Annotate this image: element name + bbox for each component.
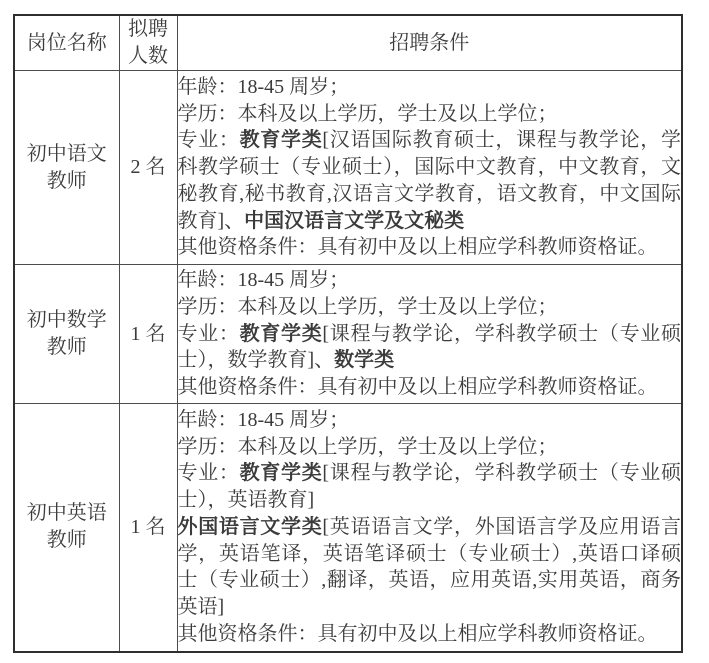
- condition-line: [178, 374, 682, 401]
- condition-text: 学历：本科及以上学历，学士及以上学位；: [177, 295, 558, 318]
- condition-text: 专业：: [177, 322, 240, 345]
- position-line: 初中语文: [26, 142, 107, 165]
- table-row: [14, 71, 682, 265]
- condition-text: 专业：: [177, 462, 240, 485]
- conditions-cell: [177, 71, 682, 265]
- condition-text: 年龄：18-45 周岁；: [177, 76, 350, 99]
- table-body: [14, 71, 682, 652]
- position-line: 教师: [46, 336, 87, 358]
- condition-text: 学历：本科及以上学历，学士及以上学位；: [177, 435, 558, 458]
- conditions-cell: [177, 265, 682, 404]
- condition-text: 专业：: [177, 129, 240, 152]
- position-line: 教师: [46, 169, 87, 192]
- table-row: [14, 265, 682, 404]
- header-position: 岗位名称: [14, 15, 119, 71]
- condition-text: 年龄：18-45 周岁；: [177, 269, 350, 292]
- condition-line: [178, 434, 682, 461]
- position-cell: [14, 71, 119, 265]
- header-count-line1: 拟聘: [128, 18, 168, 40]
- condition-line: [178, 234, 682, 261]
- count-cell: 1 名: [119, 404, 177, 652]
- condition-line: [178, 101, 682, 128]
- position-line: 教师: [46, 529, 87, 552]
- condition-emphasis-text: 中国汉语言文学及文秘类: [244, 209, 465, 232]
- condition-emphasis-text: 教育学类: [239, 129, 323, 152]
- condition-line: [178, 294, 682, 321]
- condition-line: [178, 321, 682, 374]
- conditions-cell: [177, 404, 682, 652]
- condition-emphasis-text: 教育学类: [239, 462, 323, 485]
- recruitment-table: [13, 14, 683, 653]
- condition-text: [课程与教学论，学科教学硕士（专业硕士），英语教育]: [177, 462, 682, 512]
- condition-line: [178, 267, 682, 294]
- condition-line: [178, 460, 682, 513]
- condition-line: [178, 514, 682, 621]
- count-cell: 2 名: [119, 71, 177, 265]
- condition-line: [178, 621, 682, 648]
- position-cell: [14, 404, 119, 652]
- condition-line: [178, 407, 682, 434]
- condition-emphasis-text: 数学类: [334, 349, 395, 372]
- condition-emphasis-text: 外国语言文学类: [177, 515, 323, 538]
- condition-line: [178, 74, 682, 101]
- count-cell: 1 名: [119, 265, 177, 404]
- condition-line: [178, 127, 682, 234]
- header-count-line2: 人数: [128, 45, 168, 67]
- condition-emphasis-text: 教育学类: [239, 322, 323, 345]
- condition-text: 年龄：18-45 周岁；: [177, 409, 350, 432]
- header-conditions: 招聘条件: [177, 15, 682, 71]
- header-count: [119, 15, 177, 71]
- position-line: 初中数学: [26, 309, 107, 331]
- condition-text: 其他资格条件：具有初中及以上相应学科教师资格证。: [177, 236, 658, 259]
- condition-text: 其他资格条件：具有初中及以上相应学科教师资格证。: [177, 376, 658, 399]
- position-line: 初中英语: [26, 502, 107, 525]
- table-row: [14, 404, 682, 652]
- condition-text: 其他资格条件：具有初中及以上相应学科教师资格证。: [177, 622, 658, 645]
- condition-text: 学历：本科及以上学历，学士及以上学位；: [177, 102, 558, 125]
- condition-text: [课程与教学论，学科教学硕士（专业硕士），数学教育]、: [177, 322, 682, 372]
- condition-text: [英语语言文学，外国语言学及应用语言学，英语笔译，英语笔译硕士（专业硕士）,英语口译硕士（专业硕士）,翻译，英语，应用英语,实用英语，商务英语]: [177, 515, 682, 618]
- table-header-row: [14, 15, 682, 71]
- condition-text: [汉语国际教育硕士，课程与教学论，学科教学硕士（专业硕士），国际中文教育，中文教育，文秘教育,秘书教育,汉语言文学教育，语文教育，中文国际教育]、: [177, 129, 682, 232]
- position-cell: [14, 265, 119, 404]
